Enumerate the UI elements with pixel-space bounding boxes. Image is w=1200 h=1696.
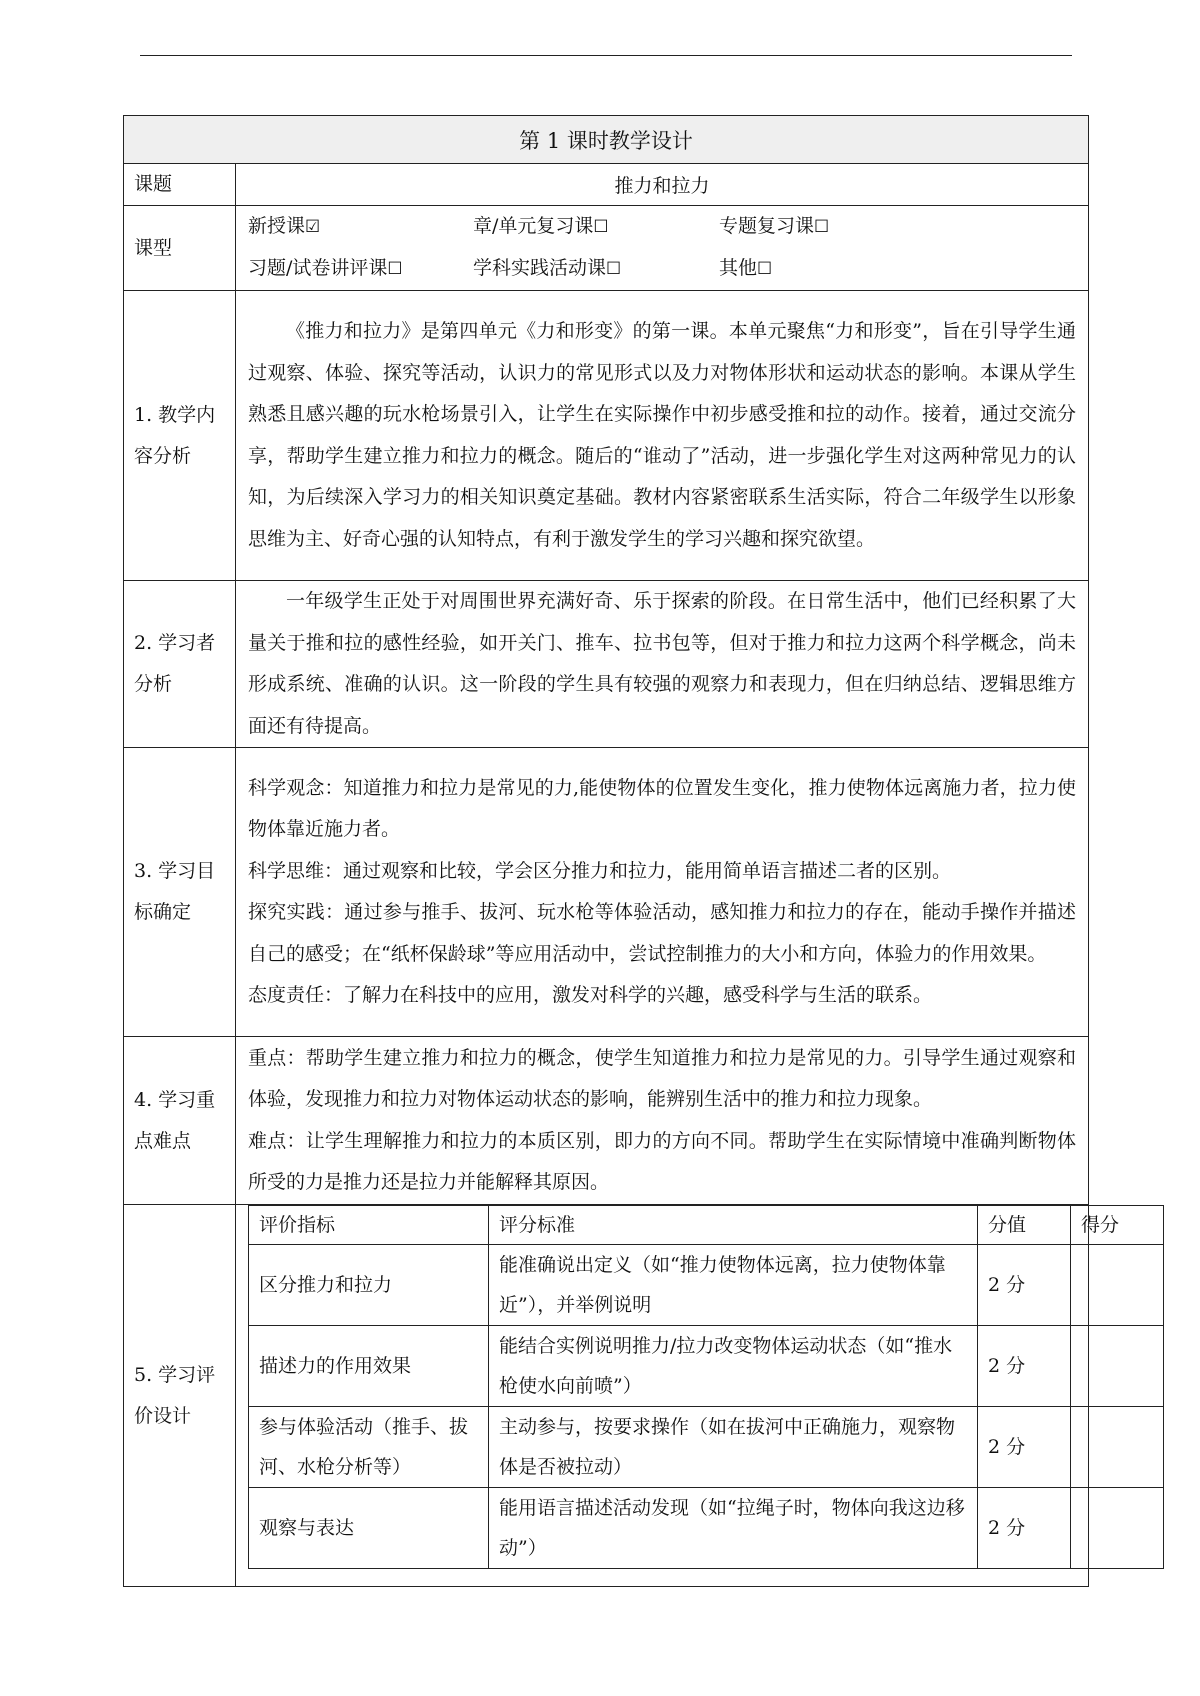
objective-item: 科学观念：知道推力和拉力是常见的力,能使物体的位置发生变化，推力使物体远离施力者，拉力使物体靠近施力者。 [248, 776, 1076, 840]
header-score: 分值 [978, 1206, 1071, 1245]
lesson-type-option[interactable]: 其他☐ [719, 248, 979, 290]
content-analysis-cell [236, 291, 1089, 581]
score-cell: 2 分 [978, 1326, 1071, 1407]
checkbox-icon[interactable]: ☐ [387, 259, 403, 279]
checkbox-icon[interactable]: ☐ [757, 259, 773, 279]
page-title: 第 1 课时教学设计 [124, 116, 1089, 164]
lesson-type-label: 课型 [124, 206, 236, 291]
objective-item: 科学思维：通过观察和比较，学会区分推力和拉力，能用简单语言描述二者的区别。 [248, 859, 952, 882]
checkbox-checked-icon[interactable]: ☑ [305, 217, 321, 237]
header-got: 得分 [1071, 1206, 1164, 1245]
evaluation-cell [236, 1205, 1120, 1587]
lesson-type-options [236, 206, 1089, 291]
indicator-cell: 描述力的作用效果 [249, 1326, 489, 1407]
table-row [249, 1488, 1164, 1569]
lesson-plan-table [123, 115, 1120, 1587]
table-row [249, 1407, 1164, 1488]
score-cell: 2 分 [978, 1407, 1071, 1488]
checkbox-icon[interactable]: ☐ [593, 217, 609, 237]
score-cell: 2 分 [978, 1245, 1071, 1326]
header-rule [140, 55, 1072, 56]
lesson-type-option[interactable]: 新授课☑ [248, 206, 473, 248]
evaluation-label: 5. 学习评价设计 [124, 1205, 236, 1587]
checkbox-icon[interactable]: ☐ [606, 259, 622, 279]
header-criteria: 评分标准 [489, 1206, 978, 1245]
got-cell[interactable] [1071, 1407, 1164, 1488]
difficulty-item: 难点：让学生理解推力和拉力的本质区别，即力的方向不同。帮助学生在实际情境中准确判断物体所受的力是推力还是拉力并能解释其原因。 [248, 1129, 1076, 1193]
key-points-label: 4. 学习重点难点 [124, 1037, 236, 1205]
objectives-cell [236, 748, 1089, 1037]
header-indicator: 评价指标 [249, 1206, 489, 1245]
criteria-cell: 主动参与，按要求操作（如在拔河中正确施力，观察物体是否被拉动） [489, 1407, 978, 1488]
criteria-cell: 能用语言描述活动发现（如“拉绳子时，物体向我这边移动”） [489, 1488, 978, 1569]
indicator-cell: 观察与表达 [249, 1488, 489, 1569]
topic-label: 课题 [124, 164, 236, 206]
objective-item: 探究实践：通过参与推手、拔河、玩水枪等体验活动，感知推力和拉力的存在，能动手操作并描述自己的感受；在“纸杯保龄球”等应用活动中，尝试控制推力的大小和方向，体验力的作用效果。 [248, 901, 1076, 965]
evaluation-table [248, 1205, 1164, 1569]
objectives-label: 3. 学习目标确定 [124, 748, 236, 1037]
indicator-cell: 区分推力和拉力 [249, 1245, 489, 1326]
lesson-plan-sheet [123, 115, 1120, 1587]
checkbox-icon[interactable]: ☐ [814, 217, 830, 237]
indicator-cell: 参与体验活动（推手、拔河、水枪分析等） [249, 1407, 489, 1488]
lesson-type-option[interactable]: 学科实践活动课☐ [473, 248, 719, 290]
got-cell[interactable] [1071, 1488, 1164, 1569]
key-point-item: 重点：帮助学生建立推力和拉力的概念，使学生知道推力和拉力是常见的力。引导学生通过观察和体验，发现推力和拉力对物体运动状态的影响，能辨别生活中的推力和拉力现象。 [248, 1046, 1076, 1110]
key-points-cell [236, 1037, 1089, 1205]
table-row [249, 1326, 1164, 1407]
got-cell[interactable] [1071, 1326, 1164, 1407]
lesson-type-option[interactable]: 习题/试卷讲评课☐ [248, 248, 473, 290]
content-analysis-label: 1. 教学内容分析 [124, 291, 236, 581]
evaluation-header-row [249, 1206, 1164, 1245]
topic-value: 推力和拉力 [236, 164, 1089, 206]
table-row [249, 1245, 1164, 1326]
objective-item: 态度责任：了解力在科技中的应用，激发对科学的兴趣，感受科学与生活的联系。 [248, 984, 933, 1006]
learner-analysis-label: 2. 学习者分析 [124, 581, 236, 748]
got-cell[interactable] [1071, 1245, 1164, 1326]
criteria-cell: 能准确说出定义（如“推力使物体远离，拉力使物体靠近”），并举例说明 [489, 1245, 978, 1326]
lesson-type-option[interactable]: 专题复习课☐ [719, 206, 979, 248]
learner-analysis-text: 一年级学生正处于对周围世界充满好奇、乐于探索的阶段。在日常生活中，他们已经积累了大量关于推和拉的感性经验，如开关门、推车、拉书包等，但对于推力和拉力这两个科学概念，尚未形成系统、准确的认识。这一阶段的学生具有较强的观察力和表现力，但在归纳总结、逻辑思维方面还有待提高。 [248, 590, 1076, 737]
content-analysis-text: 《推力和拉力》是第四单元《力和形变》的第一课。本单元聚焦“力和形变”，旨在引导学生通过观察、体验、探究等活动，认识力的常见形式以及力对物体形状和运动状态的影响。本课从学生熟悉且感兴趣的玩水枪场景引入，让学生在实际操作中初步感受推和拉的动作。接着，通过交流分享，帮助学生建立推力和拉力的概念。随后的“谁动了”活动，进一步强化学生对这两种常见力的认知，为后续深入学习力的相关知识奠定基础。教材内容紧密联系生活实际，符合二年级学生以形象思维为主、好奇心强的认知特点，有利于激发学生的学习兴趣和探究欲望。 [248, 320, 1076, 550]
score-cell: 2 分 [978, 1488, 1071, 1569]
learner-analysis-cell [236, 581, 1089, 748]
lesson-type-option[interactable]: 章/单元复习课☐ [473, 206, 719, 248]
criteria-cell: 能结合实例说明推力/拉力改变物体运动状态（如“推水枪使水向前喷”） [489, 1326, 978, 1407]
